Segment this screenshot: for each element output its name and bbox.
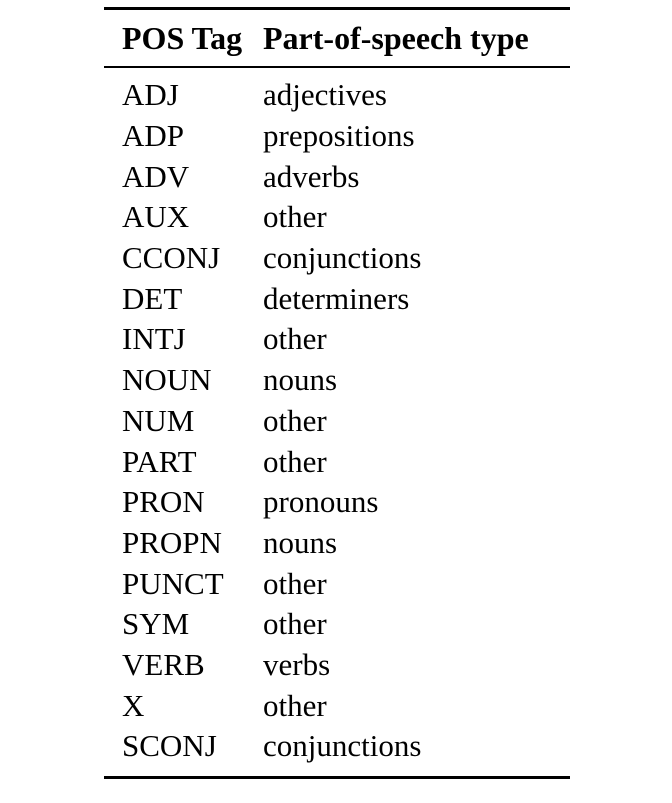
pos-tag-cell: PROPN (122, 524, 222, 560)
table-row (104, 116, 570, 157)
table-row (104, 441, 570, 482)
table-row (104, 482, 570, 523)
table-row (104, 278, 570, 319)
pos-tag-cell: PART (122, 443, 197, 479)
pos-type-cell: adverbs (263, 158, 360, 194)
pos-type-cell: prepositions (263, 118, 415, 154)
table-row (104, 238, 570, 279)
pos-tag-cell: NOUN (122, 362, 212, 398)
pos-type-cell: adjectives (263, 77, 387, 113)
pos-tag-cell: NUM (122, 402, 195, 438)
table-row (104, 401, 570, 442)
pos-tag-cell: ADJ (122, 77, 179, 113)
table-bottom-rule (104, 776, 570, 779)
header-pos-tag: POS Tag (122, 19, 243, 56)
pos-type-cell: other (263, 606, 327, 642)
table-row (104, 685, 570, 726)
table-row (104, 197, 570, 238)
pos-tag-cell: X (122, 687, 145, 723)
table-row (104, 563, 570, 604)
pos-tag-cell: AUX (122, 199, 190, 235)
table-row (104, 75, 570, 116)
table-header-row (104, 10, 570, 66)
pos-tag-cell: ADV (122, 158, 190, 194)
pos-type-cell: verbs (263, 646, 331, 682)
table-row (104, 319, 570, 360)
table-row (104, 156, 570, 197)
table-row (104, 360, 570, 401)
table-row (104, 604, 570, 645)
pos-type-cell: conjunctions (263, 728, 422, 764)
pos-type-cell: nouns (263, 362, 338, 398)
pos-tag-table (104, 7, 570, 779)
pos-tag-cell: VERB (122, 646, 205, 682)
pos-tag-cell: SCONJ (122, 728, 217, 764)
pos-type-cell: other (263, 402, 327, 438)
table-row (104, 726, 570, 767)
pos-tag-cell: DET (122, 280, 183, 316)
pos-tag-cell: INTJ (122, 321, 186, 357)
pos-type-cell: other (263, 443, 327, 479)
pos-tag-cell: SYM (122, 606, 190, 642)
table-row (104, 645, 570, 686)
pos-tag-cell: CCONJ (122, 240, 221, 276)
pos-type-cell: other (263, 199, 327, 235)
pos-tag-cell: ADP (122, 118, 185, 154)
table-body (104, 68, 570, 776)
table-row (104, 523, 570, 564)
pos-type-cell: determiners (263, 280, 410, 316)
pos-type-cell: conjunctions (263, 240, 422, 276)
pos-type-cell: other (263, 687, 327, 723)
pos-type-cell: nouns (263, 524, 338, 560)
pos-type-cell: other (263, 321, 327, 357)
pos-tag-cell: PUNCT (122, 565, 224, 601)
header-part-of-speech-type: Part-of-speech type (263, 19, 529, 56)
pos-tag-cell: PRON (122, 484, 205, 520)
pos-type-cell: pronouns (263, 484, 379, 520)
pos-type-cell: other (263, 565, 327, 601)
